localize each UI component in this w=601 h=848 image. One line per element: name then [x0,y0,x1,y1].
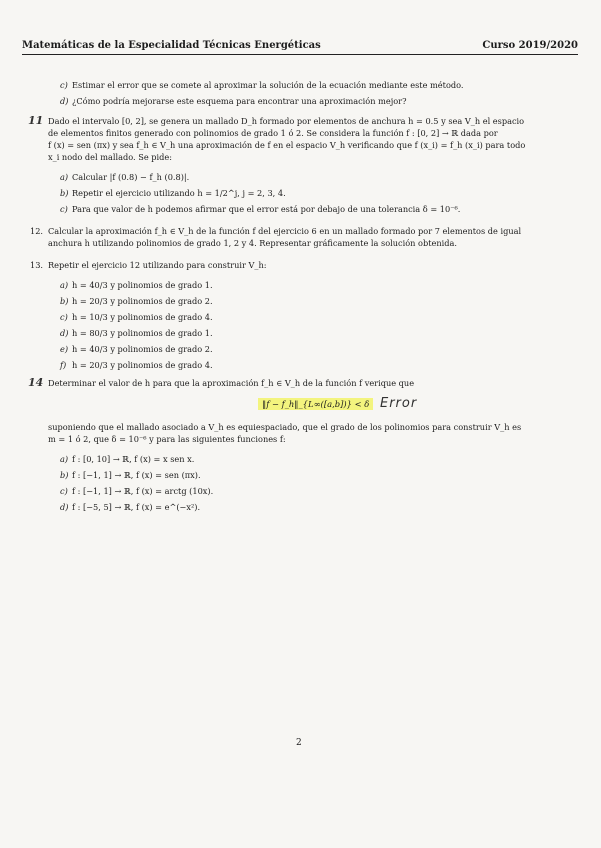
exercise-13-item-f: f) h = 20/3 y polinomios de grado 4. [60,360,213,370]
exercise-11-line1: Dado el intervalo [0, 2], se genera un mallado D_h formado por elementos de anchura h = 0.5 y sea V_h el espacio [48,116,525,126]
exercise-13-item-e: e) h = 40/3 y polinomios de grado 2. [60,344,213,354]
exercise-12-line2: anchura h utilizando polinomios de grado 1, 2 y 4. Representar gráficamente la solución obtenida. [48,238,457,248]
prev-item-d: d) ¿Cómo podría mejorarse este esquema para encontrar una aproximación mejor? [60,96,407,106]
exercise-13-item-d: d) h = 80/3 y polinomios de grado 1. [60,328,213,338]
exercise-14-mark: 14 [28,376,44,389]
exercise-13-item-c: c) h = 10/3 y polinomios de grado 4. [60,312,213,322]
exercise-11-line4: x_i nodo del mallado. Se pide: [48,152,172,162]
exercise-11-line3: f (x) = sen (πx) y sea f_h ∈ V_h una aproximación de f en el espacio V_h verificando que f (x_i) = f_h (x_i) para todo [48,140,526,150]
exercise-14-item-a: a) f : [0, 10] → ℝ, f (x) = x sen x. [60,454,195,464]
header-title: Matemáticas de la Especialidad Técnicas Energéticas [22,40,321,51]
exercise-13-item-a: a) h = 40/3 y polinomios de grado 1. [60,280,213,290]
exercise-14-item-c: c) f : [−1, 1] → ℝ, f (x) = arctg (10x). [60,486,214,496]
exercise-13-item-b: b) h = 20/3 y polinomios de grado 2. [60,296,213,306]
handwritten-note: Error [380,396,418,411]
exercise-13-intro: 13. Repetir el ejercicio 12 utilizando para construir V_h: [30,260,267,270]
exercise-11-line2: de elementos finitos generado con polinomios de grado 1 ó 2. Se considera la función f : [0, 2] → ℝ dada por [48,128,498,138]
exercise-14-item-b: b) f : [−1, 1] → ℝ, f (x) = sen (πx). [60,470,201,480]
page-number: 2 [296,738,302,748]
exercise-11-item-b: b) Repetir el ejercicio utilizando h = 1/2^j, j = 2, 3, 4. [60,188,286,198]
exercise-11-item-a: a) Calcular |f (0.8) − f_h (0.8)|. [60,172,190,182]
header-course: Curso 2019/2020 [482,40,578,51]
prev-item-c: c) Estimar el error que se comete al aproximar la solución de la ecuación mediante este método. [60,80,464,90]
exercise-14-line2: suponiendo que el mallado asociado a V_h es equiespaciado, que el grado de los polinomios para construir V_h es [48,422,522,432]
highlighted-formula: ‖f − f_h‖_{L∞([a,b])} < δ [258,398,373,410]
exercise-11-item-c: c) Para que valor de h podemos afirmar que el error está por debajo de una tolerancia δ = 10⁻⁶. [60,204,461,214]
exercise-14-item-d: d) f : [−5, 5] → ℝ, f (x) = e^(−x²). [60,502,201,512]
exercise-14-line3: m = 1 ó 2, que δ = 10⁻⁶ y para las siguientes funciones f: [48,434,286,444]
exercise-11-mark: 11 [28,114,44,127]
exercise-14-line1: Determinar el valor de h para que la aproximación f_h ∈ V_h de la función f verique que [48,378,415,388]
exercise-12-line1: 12. Calcular la aproximación f_h ∈ V_h de la función f del ejercicio 6 en un mallado formado por 7 elementos de igual [30,226,522,236]
page-header [22,40,578,55]
